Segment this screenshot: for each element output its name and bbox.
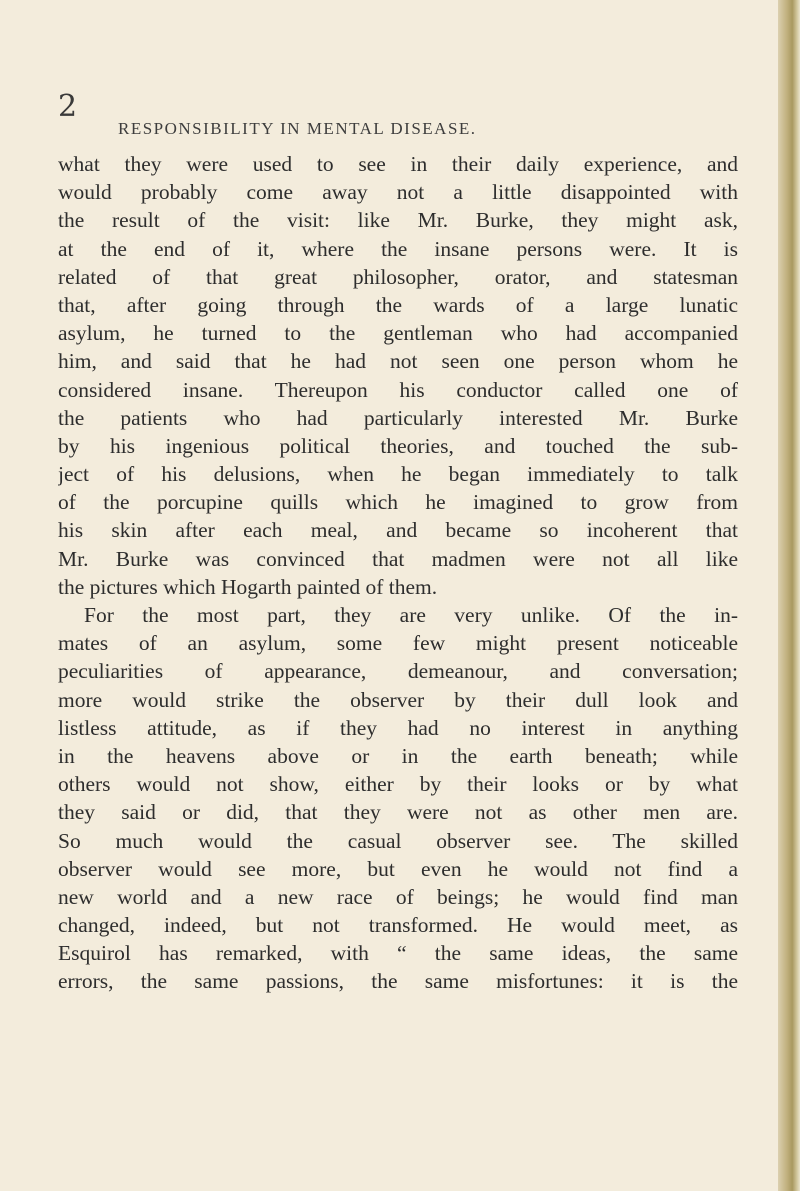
text-line: the pictures which Hogarth painted of them. (58, 574, 438, 599)
text-line: related of that great philosopher, orator, and statesman (58, 264, 738, 289)
text-line: others would not show, either by their looks or by what (58, 772, 738, 797)
page-number: 2 (58, 89, 78, 124)
text-line: what they were used to see in their daily experience, and (58, 152, 738, 176)
text-line: Mr. Burke was convinced that madmen were not all like (58, 546, 738, 571)
text-line: considered insane. Thereupon his conductor called one of (58, 377, 738, 402)
text-line: ject of his delusions, when he began immediately to talk (58, 462, 738, 487)
text-line: observer would see more, but even he would not find a (58, 856, 738, 881)
text-line: changed, indeed, but not transformed. He would meet, as (58, 913, 738, 938)
text-line: asylum, he turned to the gentleman who had accompanied (58, 321, 738, 346)
text-line: listless attitude, as if they had no interest in anything (58, 715, 738, 740)
page-edge-binding (778, 0, 800, 1191)
text-line: So much would the casual observer see. The skilled (58, 828, 738, 853)
text-line: errors, the same passions, the same misfortunes: it is the (58, 969, 738, 994)
text-line: in the heavens above or in the earth beneath; while (58, 743, 738, 768)
text-line: that, after going through the wards of a large lunatic (58, 292, 738, 317)
text-line: his skin after each meal, and became so incoherent that (58, 518, 738, 543)
text-line: new world and a new race of beings; he would find man (58, 884, 738, 909)
text-line: would probably come away not a little disappointed with (58, 180, 738, 205)
text-line: by his ingenious political theories, and touched the sub- (58, 433, 738, 458)
text-line: more would strike the observer by their dull look and (58, 687, 738, 712)
text-line: him, and said that he had not seen one person whom he (58, 349, 738, 374)
paragraph-start-line: For the most part, they are very unlike. Of the in- (84, 603, 738, 627)
text-line: mates of an asylum, some few might present noticeable (58, 631, 738, 656)
running-title: RESPONSIBILITY IN MENTAL DISEASE. (118, 119, 477, 138)
body-text (58, 150, 738, 996)
text-line: the result of the visit: like Mr. Burke, they might ask, (58, 208, 738, 233)
text-line: the patients who had particularly interested Mr. Burke (58, 405, 738, 430)
text-line: they said or did, that they were not as other men are. (58, 800, 738, 825)
text-line: peculiarities of appearance, demeanour, and conversation; (58, 659, 738, 684)
text-line: of the porcupine quills which he imagined to grow from (58, 490, 738, 515)
text-line: at the end of it, where the insane persons were. It is (58, 236, 738, 261)
text-line: Esquirol has remarked, with “ the same ideas, the same (58, 941, 738, 966)
